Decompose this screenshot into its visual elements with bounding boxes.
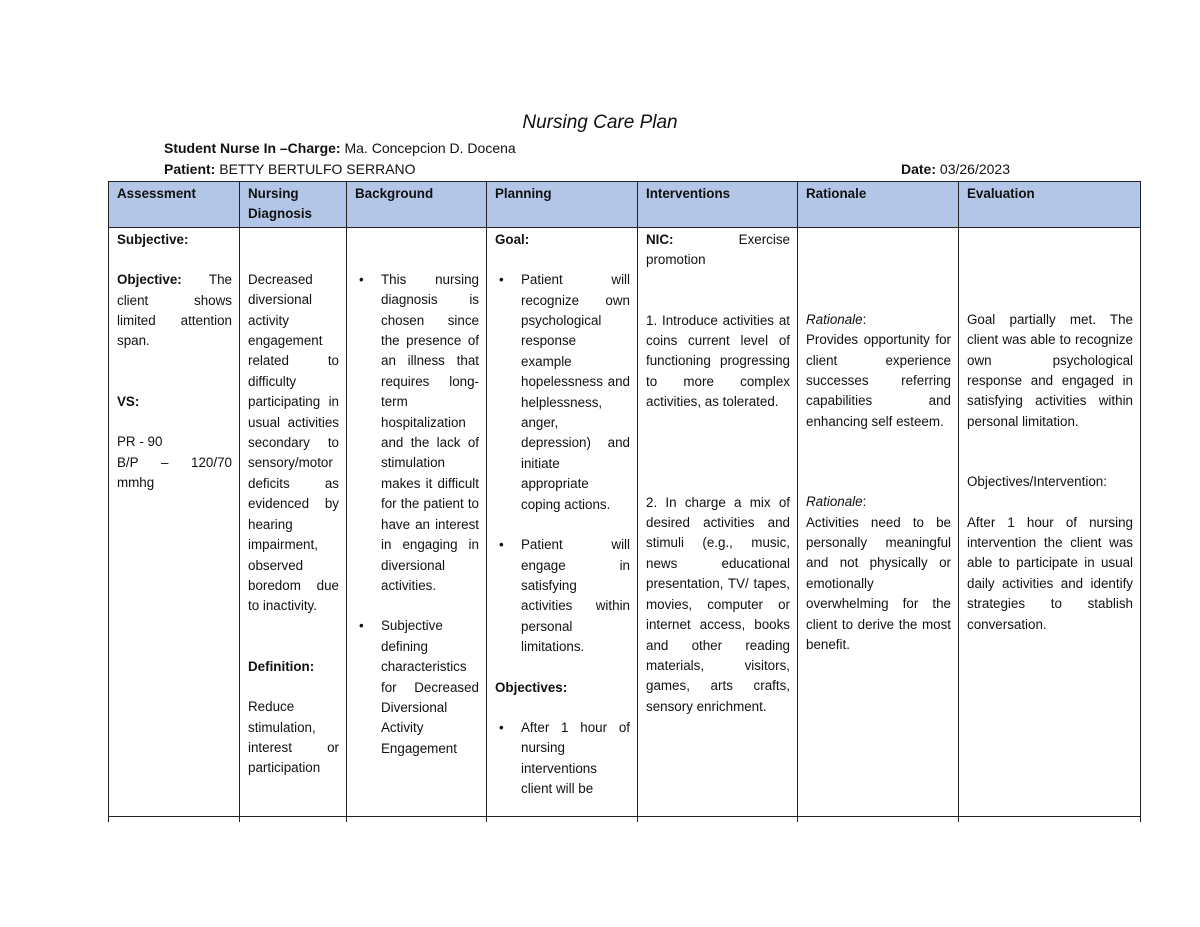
- table-bottom-border: [108, 816, 1141, 817]
- background-cell: [347, 227, 487, 822]
- intervention-item-2: 2. In charge a mix of desired activities and stimuli (e.g., music, news educational presentation, TV/ tapes, movies, computer or internet access, books and other reading materials, visitors, games, arts crafts, sensory enrichment.: [646, 494, 790, 714]
- column-header-evaluation: Evaluation: [959, 182, 1141, 228]
- assessment-cell: [109, 227, 240, 822]
- column-header-rationale: Rationale: [798, 182, 959, 228]
- rationale-label-1: Rationale: [806, 311, 863, 327]
- nic-paragraph: [646, 230, 790, 271]
- subjective-label: Subjective:: [117, 231, 189, 247]
- background-list: [355, 270, 479, 597]
- objective-text: The client shows limited attention span.: [117, 272, 232, 349]
- diagnosis-text: Decreased diversional activity engagement related to difficulty participating in usual activities secondary to sensory/motor deficits as evidenced by hearing impairment, observed boredom due to inactivity.: [248, 271, 339, 614]
- column-header-interventions: Interventions: [638, 182, 798, 228]
- evaluation-text-1: Goal partially met. The client was able to recognize own psychological response and engaged in satisfying activities within personal limitation.: [967, 311, 1133, 429]
- student-nurse-value: Ma. Concepcion D. Docena: [340, 140, 516, 156]
- rationale-cell: [798, 227, 959, 822]
- list-item: • Patient will engage in satisfying activities within personal limitations.: [495, 535, 630, 657]
- goal-label: Goal:: [495, 231, 530, 247]
- patient-line: [164, 161, 416, 177]
- evaluation-label-2: Objectives/Intervention:: [967, 474, 1107, 490]
- date-line: [901, 161, 1010, 177]
- blood-pressure: B/P – 120/70 mmhg: [117, 454, 232, 491]
- column-header-assessment: Assessment: [109, 182, 240, 228]
- nursing-diagnosis-cell: [240, 227, 347, 822]
- list-item: • After 1 hour of nursing interventions client will be: [495, 718, 630, 800]
- date-label: Date:: [901, 161, 937, 177]
- date-value: 03/26/2023: [936, 161, 1010, 177]
- pulse-rate: PR - 90: [117, 434, 163, 450]
- planning-cell: [487, 227, 638, 822]
- document-title: Nursing Care Plan: [522, 112, 678, 133]
- student-nurse-line: [164, 140, 516, 156]
- rationale-label-2-line: Rationale:: [806, 494, 867, 510]
- objectives-label: Objectives:: [495, 679, 568, 695]
- table-row: [109, 227, 1141, 822]
- column-header-planning: Planning: [487, 182, 638, 228]
- definition-text: Reduce stimulation, interest or participation: [248, 699, 339, 776]
- student-nurse-label: Student Nurse In –Charge:: [164, 140, 341, 156]
- vs-label: VS:: [117, 393, 140, 409]
- objective-label: Objective:: [117, 272, 182, 288]
- evaluation-text-2: After 1 hour of nursing intervention the client was able to participate in usual daily activities and identify strategies to stablish conversation.: [967, 514, 1133, 632]
- goal-list: [495, 270, 630, 515]
- rationale-text-2: Activities need to be personally meaningful and not physically or emotionally overwhelming for the client to derive the most benefit.: [806, 514, 951, 653]
- column-header-background: Background: [347, 182, 487, 228]
- care-plan-table: [108, 181, 1141, 822]
- objectives-list: [495, 718, 630, 800]
- nic-label: NIC:: [646, 231, 674, 247]
- table-header-row: [109, 182, 1141, 228]
- rationale-label-1-line: Rationale:: [806, 311, 867, 327]
- nic-text: Exercise promotion: [646, 231, 790, 268]
- rationale-label-2: Rationale: [806, 494, 863, 510]
- patient-label: Patient:: [164, 161, 216, 177]
- list-item: • Patient will recognize own psychological response example hopelessness and helplessness, anger, depression) and initiate appropriate coping actions.: [495, 270, 630, 515]
- intervention-item-1: 1. Introduce activities at coins current level of functioning progressing to more complex activities, as tolerated.: [646, 312, 790, 410]
- objective-paragraph: [117, 270, 232, 352]
- list-item: • Subjective defining characteristics for Decreased Diversional Activity Engagement: [355, 616, 479, 759]
- column-header-nursing-diagnosis: Nursing Diagnosis: [240, 182, 347, 228]
- definition-label: Definition:: [248, 658, 315, 674]
- goal-list-2: [495, 535, 630, 657]
- patient-value: BETTY BERTULFO SERRANO: [215, 161, 416, 177]
- list-item: • This nursing diagnosis is chosen since the presence of an illness that requires long-term hospitalization and the lack of stimulation makes it difficult for the patient to have an interest in engaging in diversional activities.: [355, 270, 479, 597]
- background-list-2: [355, 616, 479, 759]
- interventions-cell: [638, 227, 798, 822]
- evaluation-cell: [959, 227, 1141, 822]
- rationale-text-1: Provides opportunity for client experience successes referring capabilities and enhancing self esteem.: [806, 332, 951, 429]
